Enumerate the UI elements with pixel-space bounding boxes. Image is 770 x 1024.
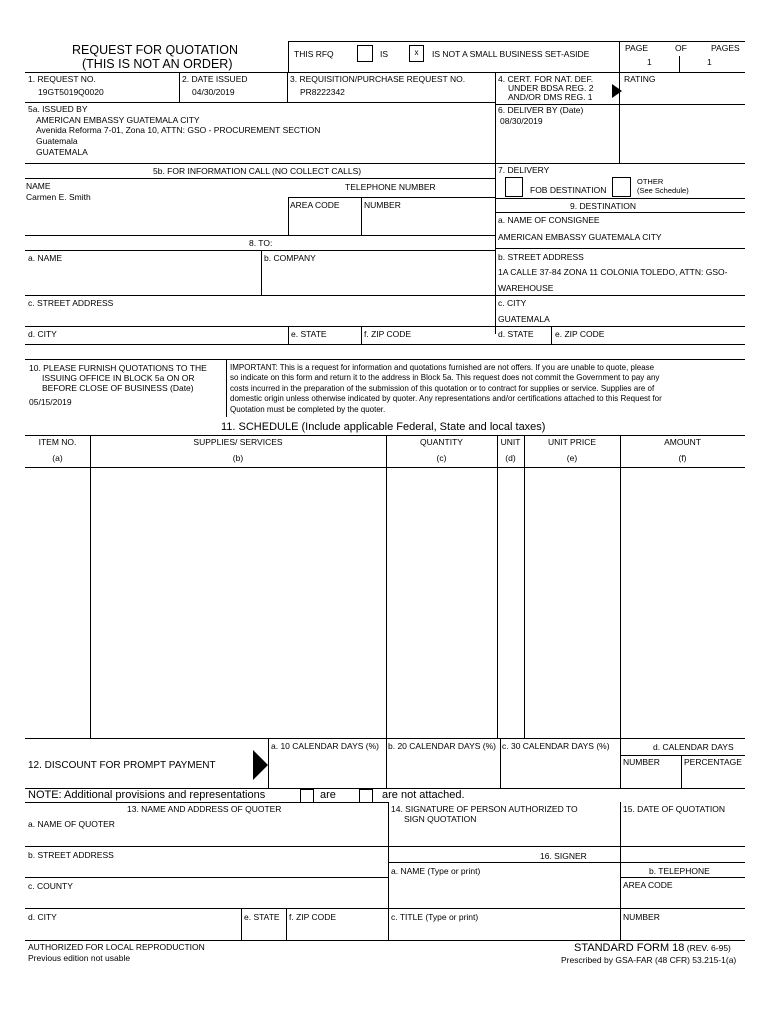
date-issued-label: 2. DATE ISSUED bbox=[182, 74, 248, 84]
signer-title-label: c. TITLE (Type or print) bbox=[391, 912, 479, 922]
quoter-county-label: c. COUNTY bbox=[28, 881, 73, 891]
quoter-street-label: b. STREET ADDRESS bbox=[28, 850, 114, 860]
to-name-label: a. NAME bbox=[28, 253, 63, 263]
col-unit-price: UNIT PRICE bbox=[547, 437, 597, 447]
area-code-label: AREA CODE bbox=[290, 200, 340, 210]
discount-percentage-label: PERCENTAGE bbox=[684, 757, 742, 767]
rfq-is-not-checkbox[interactable]: x bbox=[409, 45, 424, 62]
issued-by-line1: AMERICAN EMBASSY GUATEMALA CITY bbox=[36, 115, 200, 125]
rating-label: RATING bbox=[624, 74, 656, 84]
page-label: PAGE bbox=[625, 43, 648, 53]
other-label: OTHER bbox=[637, 177, 664, 186]
important-line3: costs incurred in the preparation of the submission of this quotation or to contract for supplies or service. Supplies are of bbox=[230, 384, 655, 393]
to-label: 8. TO: bbox=[249, 238, 273, 248]
col-quantity: QUANTITY bbox=[420, 437, 463, 447]
deliver-by-label: 6. DELIVER BY (Date) bbox=[498, 105, 584, 115]
discount-calendar-days: d. CALENDAR DAYS bbox=[653, 742, 734, 752]
col-supplies: SUPPLIES/ SERVICES bbox=[193, 437, 283, 447]
delivery-label: 7. DELIVERY bbox=[498, 165, 550, 175]
discount-20-days: b. 20 CALENDAR DAYS (%) bbox=[388, 741, 497, 751]
issued-by-line2: Avenida Reforma 7-01, Zona 10, ATTN: GSO - PROCUREMENT SECTION bbox=[36, 125, 321, 135]
pages-label: PAGES bbox=[711, 43, 740, 53]
provisions-not-attached-checkbox[interactable] bbox=[359, 789, 373, 803]
form-subtitle: (THIS IS NOT AN ORDER) bbox=[82, 57, 233, 71]
see-schedule-label: (See Schedule) bbox=[637, 186, 689, 195]
quoter-name-label: a. NAME OF QUOTER bbox=[28, 819, 115, 829]
to-state-label: e. STATE bbox=[291, 329, 327, 339]
to-street-label: c. STREET ADDRESS bbox=[28, 298, 114, 308]
discount-10-days: a. 10 CALENDAR DAYS (%) bbox=[271, 741, 380, 751]
consignee-label: a. NAME OF CONSIGNEE bbox=[498, 215, 600, 225]
important-line5: Quotation must be completed by the quoter. bbox=[230, 405, 386, 414]
dest-city-value: GUATEMALA bbox=[498, 314, 550, 324]
rfq-is-label: IS bbox=[380, 49, 389, 59]
provisions-are-checkbox[interactable] bbox=[300, 789, 314, 803]
previous-edition: Previous edition not usable bbox=[28, 953, 131, 963]
signature-label-line2: SIGN QUOTATION bbox=[404, 814, 477, 824]
deliver-by-value: 08/30/2019 bbox=[500, 116, 543, 126]
cert-label: 4. CERT. FOR NAT. DEF. bbox=[498, 74, 594, 84]
note-text: NOTE: Additional provisions and representations bbox=[28, 789, 266, 801]
to-company-label: b. COMPANY bbox=[264, 253, 316, 263]
discount-label: 12. DISCOUNT FOR PROMPT PAYMENT bbox=[28, 760, 216, 771]
quoter-state-label: e. STATE bbox=[244, 912, 280, 922]
signer-label: 16. SIGNER bbox=[540, 851, 587, 861]
issued-by-label: 5a. ISSUED BY bbox=[28, 104, 88, 114]
dest-street-line2: WAREHOUSE bbox=[498, 283, 554, 293]
cert-label-line3: AND/OR DMS REG. 1 bbox=[508, 92, 593, 102]
quoter-zip-label: f. ZIP CODE bbox=[289, 912, 337, 922]
date-issued-value: 04/30/2019 bbox=[192, 87, 235, 97]
col-unit-price-code: (e) bbox=[566, 453, 578, 463]
col-amount-code: (f) bbox=[678, 453, 687, 463]
col-quantity-code: (c) bbox=[436, 453, 447, 463]
info-name-label: NAME bbox=[26, 181, 51, 191]
info-call-label: 5b. FOR INFORMATION CALL (NO COLLECT CALLS) bbox=[153, 166, 362, 176]
discount-number-label: NUMBER bbox=[623, 757, 660, 767]
furnish-line2: ISSUING OFFICE IN BLOCK 5a ON OR bbox=[42, 373, 195, 383]
important-line1: IMPORTANT: This is a request for information and quotations furnished are not offers. If you are unable to quote, please bbox=[230, 363, 655, 372]
schedule-title: 11. SCHEDULE (Include applicable Federal, State and local taxes) bbox=[221, 421, 546, 433]
prescribed-by: Prescribed by GSA-FAR (48 CFR) 53.215-1(a) bbox=[561, 955, 737, 965]
signature-label: 14. SIGNATURE OF PERSON AUTHORIZED TO bbox=[391, 804, 578, 814]
request-no-value: 19GT5019Q0020 bbox=[38, 87, 104, 97]
furnish-line3: BEFORE CLOSE OF BUSINESS (Date) bbox=[42, 383, 194, 393]
col-unit: UNIT bbox=[500, 437, 521, 447]
quoter-label: 13. NAME AND ADDRESS OF QUOTER bbox=[127, 804, 282, 814]
col-item-no: ITEM NO. bbox=[38, 437, 77, 447]
telephone-label: TELEPHONE NUMBER bbox=[345, 182, 436, 192]
consignee-value: AMERICAN EMBASSY GUATEMALA CITY bbox=[498, 232, 662, 242]
furnish-date: 05/15/2019 bbox=[29, 397, 72, 407]
cert-arrow-icon bbox=[612, 84, 622, 98]
fob-destination-label: FOB DESTINATION bbox=[530, 185, 607, 195]
important-line4: domestic origin unless otherwise indicated by quoter. Any representations and/or certifications attached to this Request for bbox=[230, 394, 662, 403]
page-value: 1 bbox=[647, 57, 652, 67]
signer-name-label: a. NAME (Type or print) bbox=[391, 866, 481, 876]
to-city-label: d. CITY bbox=[28, 329, 57, 339]
note-not-attached: are not attached. bbox=[382, 789, 465, 801]
signer-area-code-label: AREA CODE bbox=[623, 880, 673, 890]
furnish-line1: 10. PLEASE FURNISH QUOTATIONS TO THE bbox=[29, 363, 207, 373]
discount-arrow-icon bbox=[253, 750, 268, 780]
signer-telephone-label: b. TELEPHONE bbox=[649, 866, 710, 876]
form-revision: (REV. 6-95) bbox=[686, 943, 731, 953]
col-amount: AMOUNT bbox=[664, 437, 701, 447]
note-are: are bbox=[320, 789, 336, 801]
quoter-city-label: d. CITY bbox=[28, 912, 57, 922]
issued-by-line3: Guatemala bbox=[36, 136, 78, 146]
pages-value: 1 bbox=[707, 57, 712, 67]
number-label: NUMBER bbox=[364, 200, 401, 210]
to-zip-label: f. ZIP CODE bbox=[364, 329, 412, 339]
this-rfq-label: THIS RFQ bbox=[294, 49, 334, 59]
important-line2: so indicate on this form and return it to the address in Block 5a. This request does not commit the Government to pay any bbox=[230, 373, 660, 382]
info-name-value: Carmen E. Smith bbox=[26, 192, 91, 202]
destination-label: 9. DESTINATION bbox=[570, 201, 636, 211]
other-delivery-checkbox[interactable] bbox=[612, 177, 631, 197]
fob-destination-checkbox[interactable] bbox=[505, 177, 523, 197]
rfq-is-checkbox[interactable] bbox=[357, 45, 373, 62]
col-unit-code: (d) bbox=[505, 453, 516, 463]
dest-street-label: b. STREET ADDRESS bbox=[498, 252, 584, 262]
discount-30-days: c. 30 CALENDAR DAYS (%) bbox=[502, 741, 610, 751]
rfq-is-not-label: IS NOT A SMALL BUSINESS SET-ASIDE bbox=[432, 49, 590, 59]
dest-state-label: d. STATE bbox=[498, 329, 534, 339]
col-supplies-code: (b) bbox=[232, 453, 244, 463]
signer-number-label: NUMBER bbox=[623, 912, 660, 922]
dest-street-line1: 1A CALLE 37-84 ZONA 11 COLONIA TOLEDO, ATTN: GSO- bbox=[498, 267, 728, 277]
dest-zip-label: e. ZIP CODE bbox=[555, 329, 605, 339]
issued-by-line4: GUATEMALA bbox=[36, 147, 88, 157]
form-name-text: STANDARD FORM 18 bbox=[574, 942, 685, 954]
col-item-no-code: (a) bbox=[52, 453, 63, 463]
dest-city-label: c. CITY bbox=[498, 298, 527, 308]
quotation-date-label: 15. DATE OF QUOTATION bbox=[623, 804, 726, 814]
authorized-reproduction: AUTHORIZED FOR LOCAL REPRODUCTION bbox=[28, 942, 205, 952]
request-no-label: 1. REQUEST NO. bbox=[28, 74, 96, 84]
requisition-label: 3. REQUISITION/PURCHASE REQUEST NO. bbox=[290, 74, 466, 84]
of-label: OF bbox=[675, 43, 687, 53]
form-name bbox=[574, 942, 731, 955]
form-title: REQUEST FOR QUOTATION bbox=[72, 43, 238, 57]
cert-label-line2: UNDER BDSA REG. 2 bbox=[508, 83, 594, 93]
requisition-value: PR8222342 bbox=[300, 87, 345, 97]
